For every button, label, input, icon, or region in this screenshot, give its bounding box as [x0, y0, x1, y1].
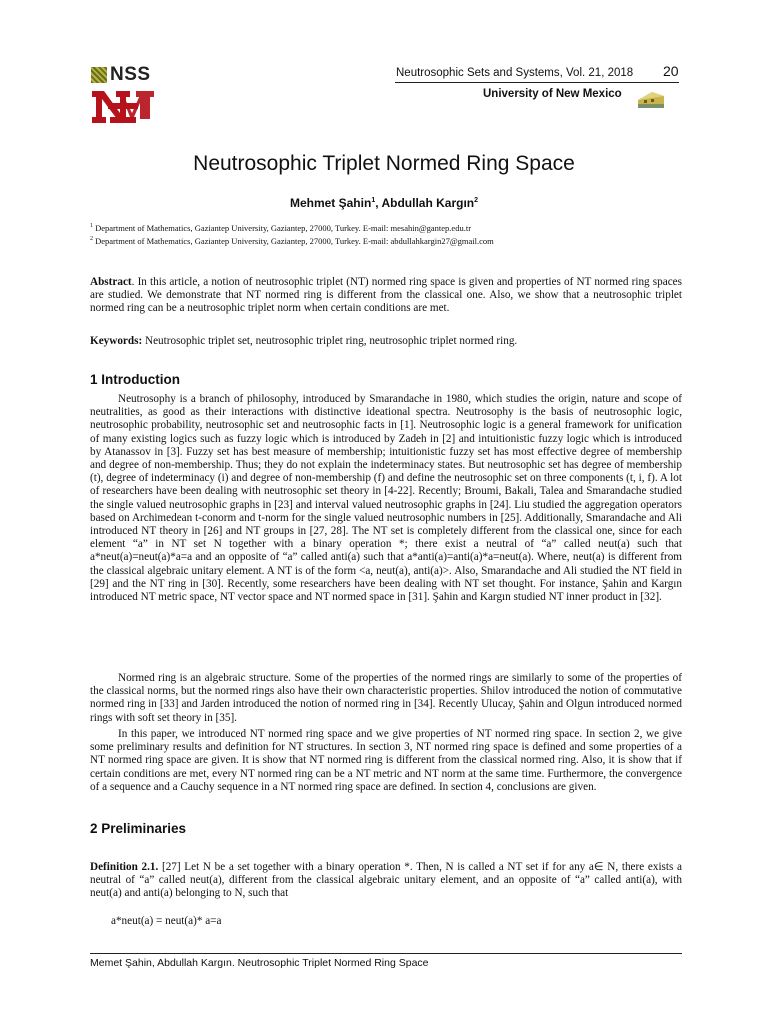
keywords-label: Keywords: [90, 335, 143, 347]
journal-name: Neutrosophic Sets and Systems, Vol. 21, 2018 [396, 67, 634, 79]
affiliation-2 [90, 236, 494, 246]
section-heading-preliminaries: 2 Preliminaries [90, 821, 187, 836]
affiliation-1 [90, 223, 471, 233]
footer-rule [90, 953, 682, 954]
definition-2-1 [90, 861, 682, 901]
author-1: Mehmet Şahin [289, 196, 372, 210]
author-2-sup: 2 [474, 197, 479, 204]
building-icon [636, 86, 666, 110]
nss-logo-text: NSS [110, 64, 151, 85]
affiliation-2-text: Department of Mathematics, Gaziantep University, Gaziantep, 27000, Turkey. E-mail: abdullahkargin27@gmail.com [93, 236, 494, 246]
header-rule [395, 82, 679, 83]
affiliation-2-sup: 2 [90, 236, 93, 243]
author-separator: , [375, 196, 382, 210]
affiliation-1-text: Department of Mathematics, Gaziantep University, Gaziantep, 27000, Turkey. E-mail: mesahin@gantep.edu.tr [93, 223, 472, 233]
abstract [90, 276, 682, 316]
intro-paragraph-1: Neutrosophy is a branch of philosophy, introduced by Smarandache in 1980, which studies the origin, nature and scope of neutralities, as good as their interactions with distinctive ideational spectra. Neutrosophy is the basis of neutrosophic logic, neutrosophic probability, neutrosophic set and neutrosophic facts in [1]. Neutrosophic logic is a general framework for unification of many existing logics such as fuzzy logic which is introduced by Zadeh in [2] and intuitionistic fuzzy logic which is introduced by Atanassov in [3]. Fuzzy set has best measure of membership; intuitionistic fuzzy set has most effective degree of membership and degree of non-membership. Thus; they do not explain the indeterminacy states. But neutrosophic set has degree of membership (t), degree of indeterminacy (i) and degree of non-membership (f) and define the neutrosophic set on three components (t, i, f). A lot of researchers have been dealing with neutrosophic set theory in [4-22]. Recently; Broumi, Bakali, Talea and Smarandache studied the single valued neutrosophic graphs in [23] and interval valued neutrosophic graphs in [24]. Liu studied the aggregation operators based on Archimedean t-conorm and t-norm for the single valued neutrosophic numbers in [25]. Additionally, Smarandache and Ali introduced NT theory in [26] and NT groups in [27, 28]. The NT set is completely different from the classical one, since for each element “a” in NT set N together with a binary operation *; there exist a neutral of “a” called neut(a) such that a*neut(a)=neut(a)*a=a and an opposite of “a” called anti(a) such that a*anti(a)=anti(a)*a=neut(a). Where, neut(a) is different from the classical algebraic unitary element. A NT is of the form <a, neut(a), anti(a)>. Also, Smarandache and Ali studied the NT field in [29] and the NT ring in [30]. Recently, some researchers have been dealing with NT set thought. For instance, Şahin and Kargın introduced NT metric space, NT vector space and NT normed space in [31]. Şahin and Kargın studied NT inner product in [32]. [90, 393, 682, 604]
page-number: 20 [663, 63, 679, 79]
keywords-text: Neutrosophic triplet set, neutrosophic triplet ring, neutrosophic triplet normed ring. [142, 335, 518, 347]
abstract-label: Abstract [90, 276, 132, 288]
section-heading-introduction: 1 Introduction [90, 372, 180, 387]
intro-paragraph-2: Normed ring is an algebraic structure. Some of the properties of the normed rings are similarly to some of the properties of the classical norms, but the normed rings also have their own characteristic properties. Shilov introduced the notion of commutative normed ring in [33] and Jarden introduced the notion of normed ring in [34]. Recently Ulucay, Şahin and Olgun introduced normed rings with soft set theory in [35]. [90, 672, 682, 724]
author-list [0, 196, 768, 210]
definition-text: [27] Let N be a set together with a binary operation *. Then, N is called a NT set if for any a∈ N, there exists a neutral of “a” called neut(a), different from the classical algebraic unitary element, and an opposite of “a” called anti(a), with neut(a) and anti(a) belonging to N, such that [90, 861, 682, 900]
definition-label: Definition 2.1. [90, 861, 159, 873]
nss-logo-mark-icon [91, 67, 107, 83]
unm-logo-icon [90, 87, 156, 127]
affiliation-1-sup: 1 [90, 223, 93, 230]
university-name: University of New Mexico [483, 88, 622, 100]
nss-logo [91, 64, 151, 86]
abstract-text: . In this article, a notion of neutrosophic triplet (NT) normed ring space is given and properties of NT normed ring spaces are studied. We demonstrate that NT normed ring is different from the classical one. Also, we show that a neutrosophic triplet normed ring can be a neutrosophic triplet norm when certain conditions are met. [90, 276, 682, 315]
author-2: Abdullah Kargın [381, 196, 475, 210]
keywords [90, 335, 682, 348]
paper-title: Neutrosophic Triplet Normed Ring Space [193, 152, 575, 175]
formula-neutral: a*neut(a) = neut(a)* a=a [111, 915, 222, 927]
author-1-sup: 1 [371, 197, 376, 204]
intro-paragraph-3: In this paper, we introduced NT normed ring space and we give properties of NT normed ring space. In section 2, we give some preliminary results and definition for NT structures. In section 3, NT normed ring space is defined and some properties of a NT normed ring space are given. It is show that NT normed ring is different from the classical normed ring. Also, it is show that if certain conditions are met, every NT normed ring can be a NT metric and NT norm at the same time. Furthermore, the convergence of a sequence and a Cauchy sequence in a NT normed ring space are defined. In section 4, conclusions are given. [90, 728, 682, 793]
footer-citation: Memet Şahin, Abdullah Kargın. Neutrosophic Triplet Normed Ring Space [90, 957, 429, 969]
